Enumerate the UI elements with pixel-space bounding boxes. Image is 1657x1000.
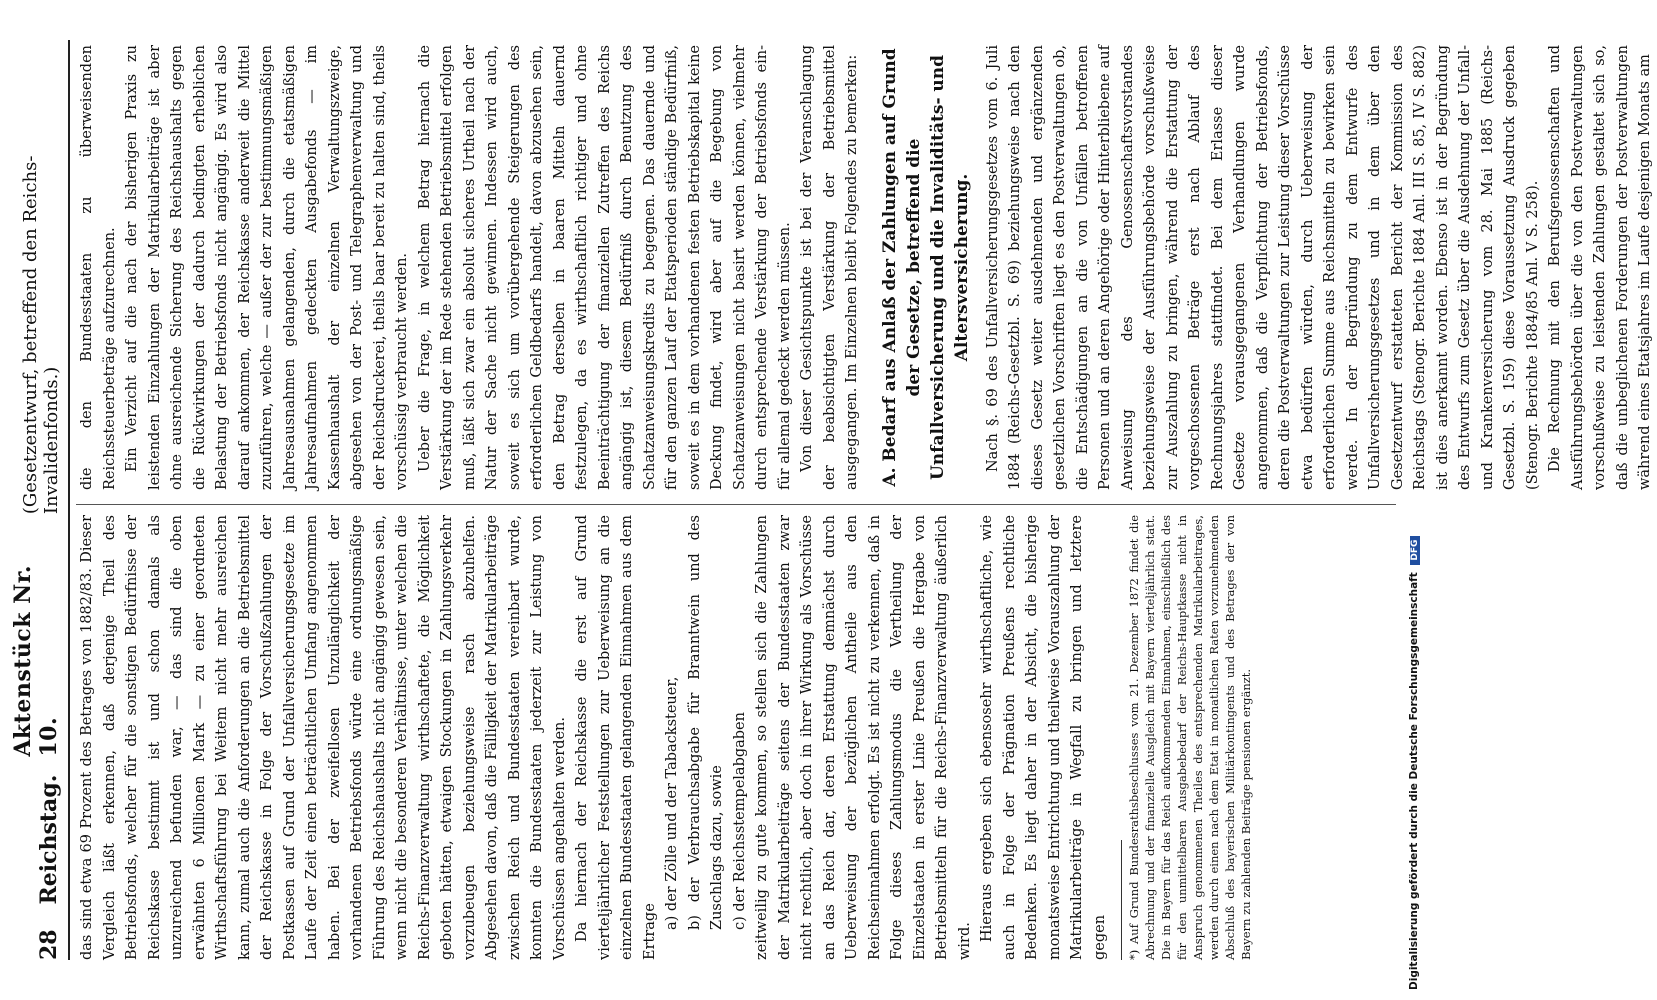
right-paragraph: Nach §. 69 des Unfallversicherungsgesetzes vom 6. Juli 1884 (Reichs-Gesetzbl. S. 69) beziehungsweise nach den dieses Gesetz weiter ausdehnenden und ergänzenden gesetzlichen Vorschriften liegt es den Postverwaltungen ob, die Entschädigungen an die von Unfällen betroffenen Personen und an deren Angehörige oder Hinterbliebene auf Anweisung des Genossenschaftsvorstandes beziehungsweise der Ausführungsbehörde vorschußweise zur Auszahlung zu bringen, während die Erstattung der vorgeschossenen Beträge erst nach Ablauf des Rechnungsjahres stattfindet. Bei dem Erlasse dieser Gesetze vorausgegangenen Verhandlungen wurde angenommen, daß die Verpflichtung der Betriebsfonds, deren die Postverwaltungen zur Leistung dieser Vorschüsse etwa bedürfen würden, durch Ueberweisung der erforderlichen Summe aus Reichsmitteln zu bewirken sein werde. In der Begründung zu dem Entwurfe des Unfallversicherungsgesetzes und in dem über den Gesetzentwurf erstatteten Bericht der Kommission des Reichstags (Stenogr. Berichte 1884 Anl. III S. 85, IV S. 882) ist dies anerkannt worden. Ebenso ist in der Begründung des Entwurfs zum Gesetz über die Ausdehnung der Unfall- und Krankenversicherung vom 28. Mai 1885 (Reichs-Gesetzbl. S. 159) diese Voraussetzung Ausdruck gegeben (Stenogr. Berichte 1884/85 Anl. V S. 258). <box>984 45 1541 490</box>
left-column <box>76 515 1396 960</box>
document-title: Aktenstück Nr. 10. <box>10 564 62 757</box>
header-rule <box>68 40 70 960</box>
left-paragraph: zeitweilig zu gute kommen, so stellen sich die Zahlungen der Matrikularbeiträge seitens der Bundesstaaten zwar nicht rechtlich, aber doch in ihrer Wirkung als Vorschüsse an das Reich dar, deren Erstattung demnächst durch Ueberweisung der bezüglichen Antheile aus den Reichseinnahmen erfolgt. Es ist nicht zu verkennen, daß in Folge dieses Zahlungsmodus die Vertheilung der Einzelstaaten in erster Linie Preußen die Hergabe von Betriebsmitteln für die Reichs-Finanzverwaltung äußerlich wird. <box>754 515 973 960</box>
page-header <box>10 40 62 960</box>
left-paragraph: Hieraus ergeben sich ebensosehr wirthschaftliche, wie auch in Folge der Prägnation Preußens rechtliche Bedenken. Es liegt daher in der Absicht, die bisherige monatsweise Entrichtung und theilweise Vorauszahlung der Matrikularbeiträge in Wegfall zu bringen und letztere gegen <box>979 515 1108 960</box>
document-subtitle: (Gesetzentwurf, betreffend den Reichs-Invalidenfonds.) <box>20 155 62 515</box>
right-paragraph: Ueber die Frage, in welchem Betrag hiernach die Verstärkung der im Rede stehenden Betriebsmittel erfolgen muß, läßt sich zwar ein absolut sicheres Urtheil nach der Natur der Sache nicht gewinnen. Indessen wird auch, soweit es sich um vorübergehende Steigerungen des erforderlichen Geldbedarfs handelt, davon abzusehen sein, den Betrag derselben in baaren Mitteln dauernd festzulegen, da es wirthschaftlich richtiger und ohne Beeinträchtigung der finanziellen Zutreffen des Reichs angängig ist, diesem Bedürfniß durch Benutzung des Schatzanweisungskredits zu begegnen. Das dauernde und für den ganzen Lauf der Etatsperioden ständige Bedürfniß, soweit es in dem vorhandenen festen Betriebskapital keine Deckung findet, wird aber auf die Begebung von Schatzanweisungen nicht basirt werden können, vielmehr durch entsprechende Verstärkung der Betriebsfonds ein- für allemal gedeckt werden müssen. <box>416 45 793 490</box>
right-column <box>76 45 1653 490</box>
credit-text: Digitalisierung gefördert durch die Deutsche Forschungsgemeinschaft <box>1408 572 1420 990</box>
list-item: c) der Reichsstempelabgaben <box>731 712 748 930</box>
rotated-page <box>10 20 1653 980</box>
right-paragraph: Die Rechnung mit den Berufsgenossenschaften und Ausführungsbehörden über die von den Postverwaltungen vorschußweise zu leistenden Zahlungen gestaltet sich so, daß die unbeglichenen Forderungen der Postverwaltungen während eines Etatsjahres im Laufe desjenigen Monats am <box>1547 45 1653 490</box>
section-heading: A. Bedarf aus Anlaß der Zahlungen auf Grund der Gesetze, betreffend die Unfallversicherung und die Invaliditäts- und Altersversicherung. <box>879 48 972 487</box>
digitization-credit <box>1406 0 1428 1000</box>
right-paragraph: Von dieser Gesichtspunkte ist bei der Veranschlagung der beabsichtigten Verstärkung der Betriebsmittel ausgegangen. Im Einzelnen bleibt Folgendes zu bemerken: <box>799 45 860 490</box>
left-paragraph: das sind etwa 69 Prozent des Betrages von 1882/83. Dieser Vergleich läßt erkennen, daß derjenige Theil des Betriebsfonds, welcher für die sonstigen Bedürfnisse der Reichskasse bestimmt ist und schon damals als unzureichend befunden war, — das sind die oben erwähnten 6 Millionen Mark — zu einer geordneten Wirthschaftsführung bei Weitem nicht mehr ausreichen kann, zumal auch die Anforderungen an die Betriebsmittel der Reichskasse in Folge der Vorschußzahlungen der Postkassen auf Grund der Unfallversicherungsgesetze im Laufe der Zeit einen beträchtlichen Umfang angenommen haben. Bei der zweifellosen Unzulänglichkeit der vorhandenen Betriebsfonds würde eine ordnungsmäßige Führung des Reichshaushalts nicht angängig gewesen sein, wenn nicht die besonderen Verhältnisse, unter welchen die Reichs-Finanzverwaltung wirthschaftete, die Möglichkeit geboten hätten, etwaigen Stockungen in Zahlungsverkehr vorzubeugen beziehungsweise rasch abzuhelfen. Abgesehen davon, daß die Fälligkeit der Matrikularbeiträge zwischen Reich und Bundesstaaten vereinbart wurde, konnten die Bundesstaaten jederzeit zur Leistung von Vorschüssen angehalten werden. <box>79 515 568 960</box>
right-paragraph: Ein Verzicht auf die nach der bisherigen Praxis zu leistenden Einzahlungen der Matrikularbeiträge ist aber ohne ausreichende Sicherung des Reichshaushalts gegen die Rückwirkungen der dadurch bedingten erheblichen Belastung der Betriebsfonds nicht angängig. Es wird also darauf ankommen, der Reichskasse anderweit die Mittel zuzuführen, welche — außer der zur bestimmungsmäßigen Jahresausnahmen gelangenden, durch die etatsmäßigen Jahresaufnahmen gedeckten Ausgabefonds — im Kassenhaushalt der einzelnen Verwaltungszweige, abgesehen von der Post- und Telegraphenverwaltung und der Reichsdruckerei, theils baar bereit zu halten sind, theils vorschüssig verbraucht werden. <box>124 45 410 490</box>
list-item: a) der Zölle und der Tabacksteuer, <box>664 676 680 930</box>
right-paragraph: die den Bundesstaaten zu überweisenden Reichssteuerbeträge aufzurechnen. <box>79 45 118 490</box>
column-divider <box>76 504 1396 505</box>
publication-name: Reichstag. <box>36 774 62 905</box>
revenue-list <box>661 515 751 930</box>
page-number: 28 <box>36 929 62 960</box>
footnote-rule <box>1121 840 1122 960</box>
footnote: *) Auf Grund Bundesrathsbeschlusses vom 21. Dezember 1872 findet die Abrechnung und der finanzielle Ausgleich mit Bayern vierteljährlich statt. Die in Bayern für das Reich aufkommenden Einnahmen, einschließlich des für den unmittelbaren Ausgabebedarf der Reichs-Hauptkasse nicht in Anspruch genommenen Theiles des entsprechenden Matrikularbeitrages, werden durch einen nach dem Etat in monatlichen Raten vorzunehmenden Abschluß des bayerischen Militärkontingents und des Betrages der von Bayern zu zahlenden Beiträge pensionen ergänzt. <box>1127 515 1253 960</box>
dfg-logo: DFG <box>1410 536 1420 565</box>
left-paragraph: Da hiernach der Reichskasse die erst auf Grund vierteljährlicher Feststellungen zur Ueberweisung an die einzelnen Bundesstaaten gelangenden Einnahmen aus dem Ertrage <box>574 515 658 960</box>
list-item: b) der Verbrauchsabgabe für Branntwein und des Zuschlags dazu, sowie <box>686 515 725 930</box>
